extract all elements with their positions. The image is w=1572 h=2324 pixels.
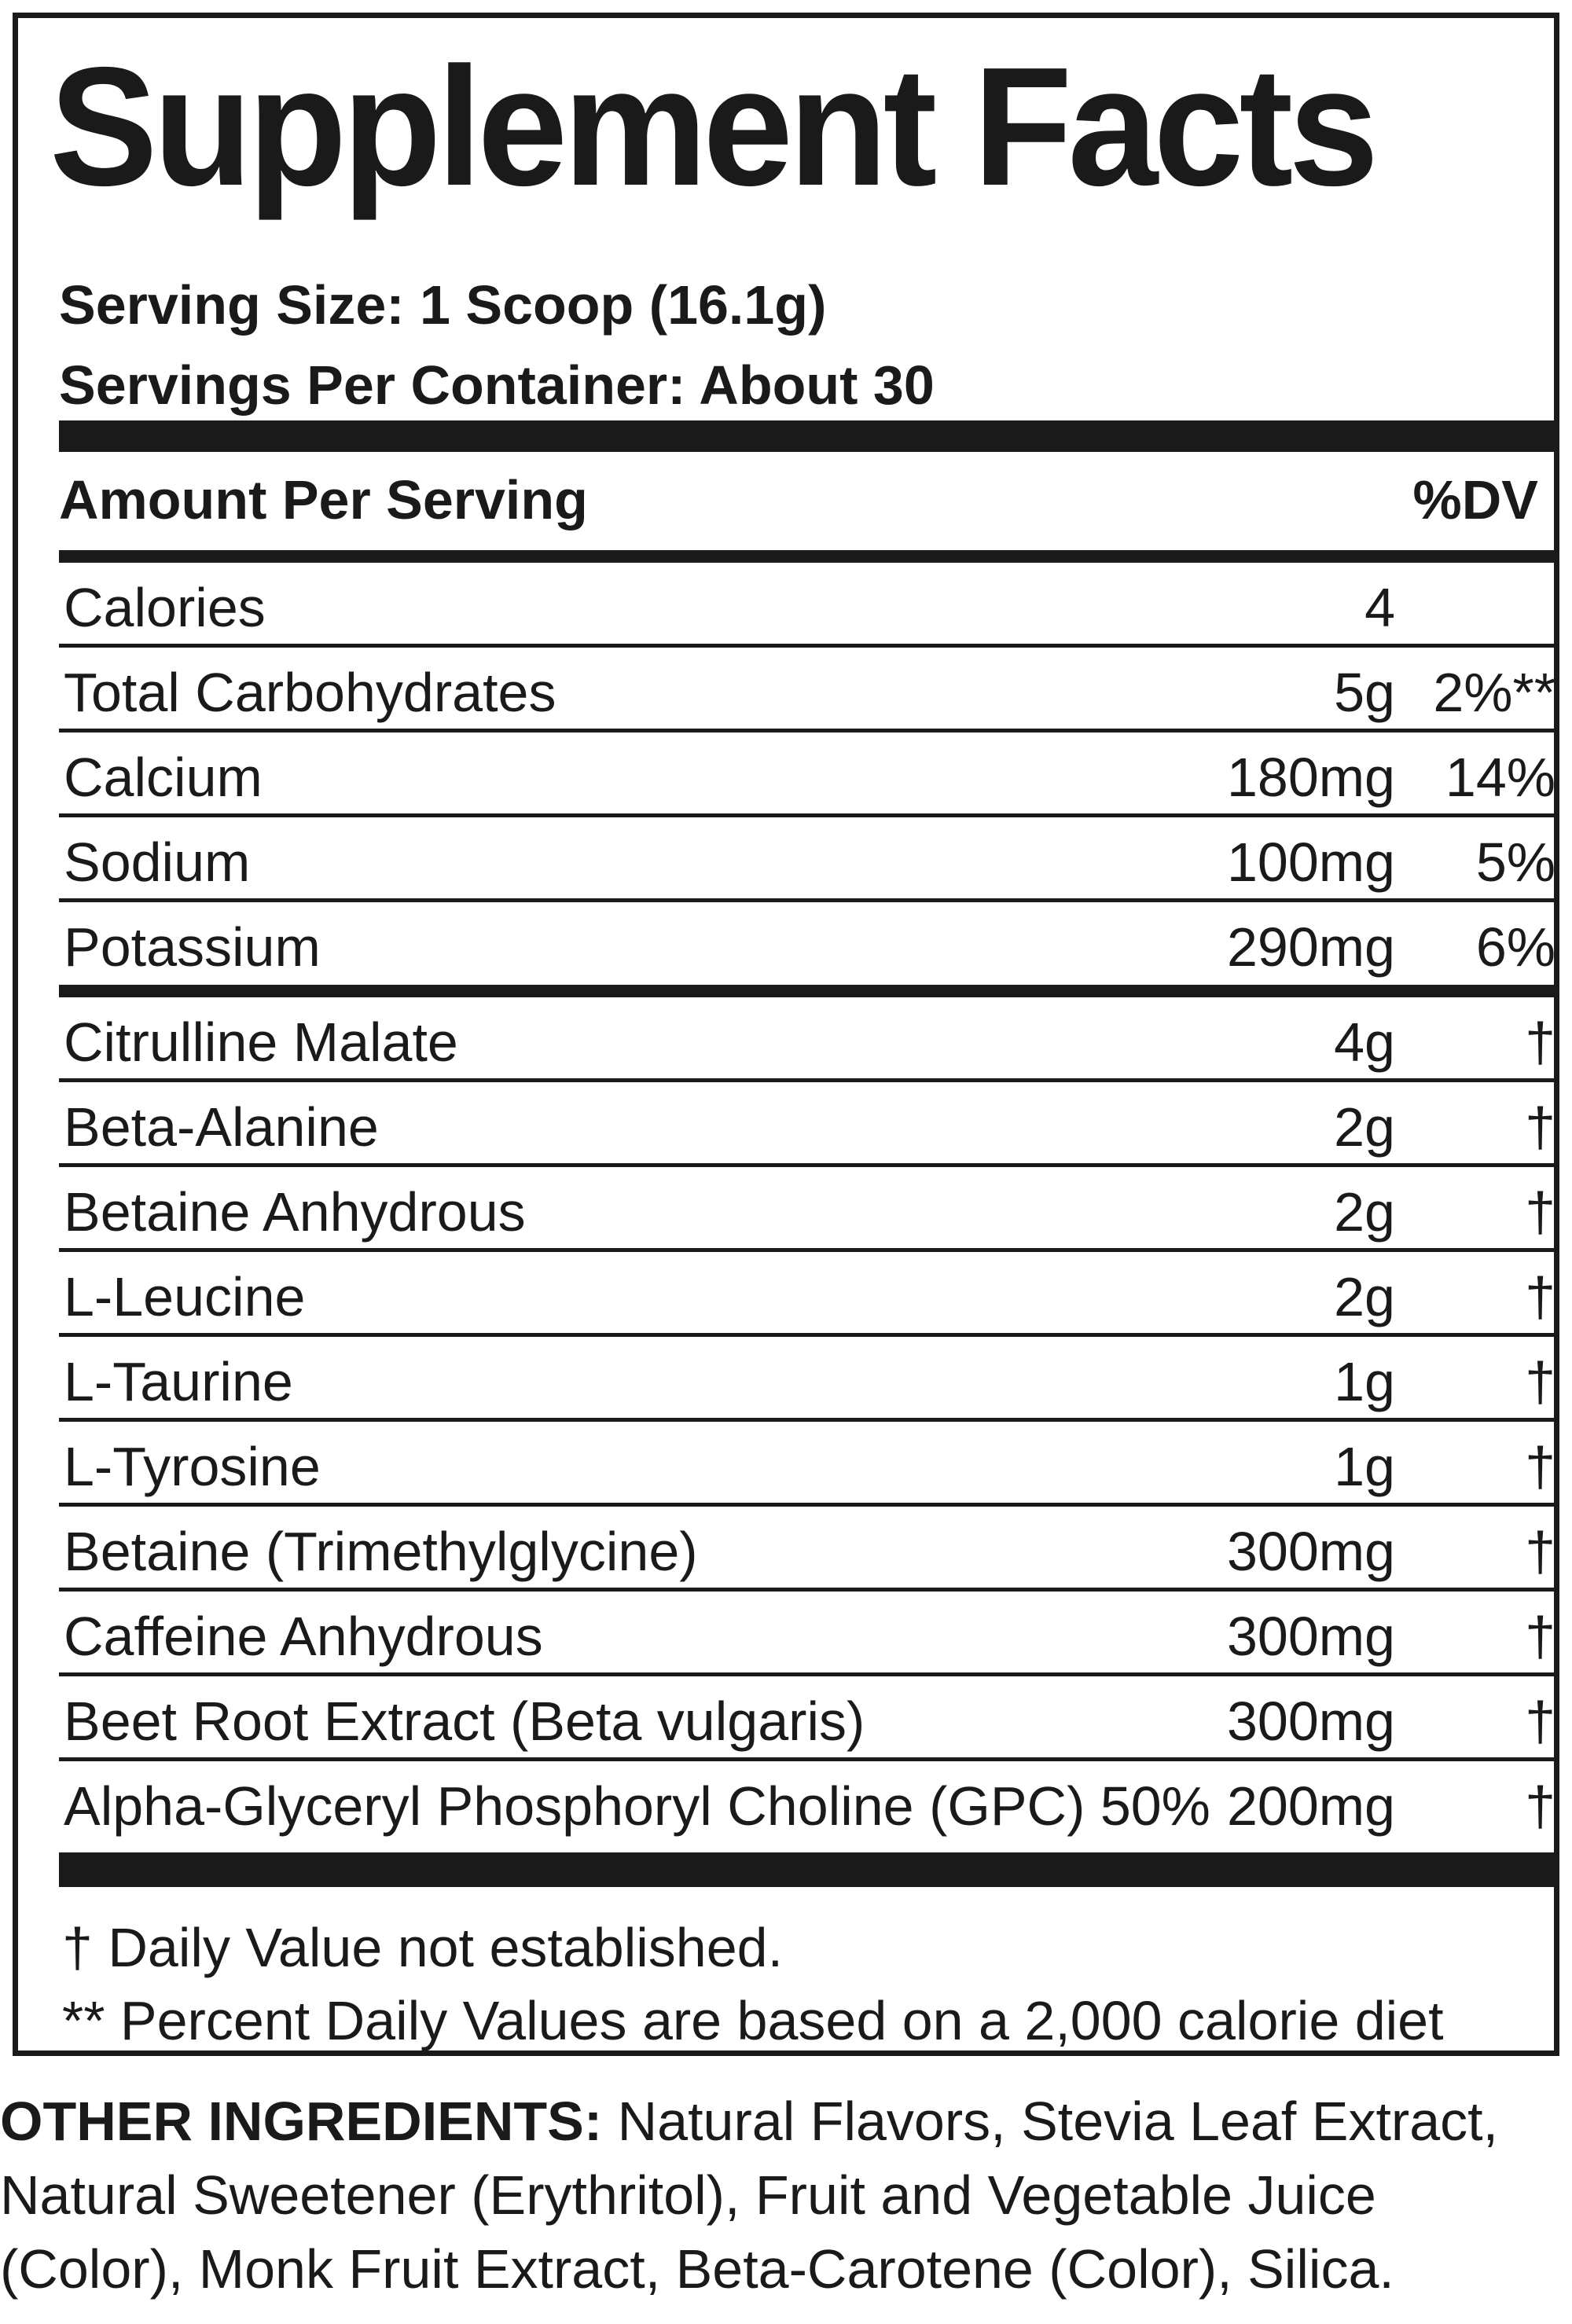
row-dv: † bbox=[1525, 1266, 1555, 1327]
table-row bbox=[59, 1761, 1555, 1846]
row-name: Beta-Alanine bbox=[64, 1096, 379, 1158]
row-amount: 5g bbox=[1334, 662, 1395, 723]
row-dv: † bbox=[1525, 1011, 1555, 1073]
serving-size: Serving Size: 1 Scoop (16.1g) bbox=[59, 274, 827, 336]
medium-divider bbox=[59, 985, 1555, 997]
row-dv: † bbox=[1525, 1691, 1555, 1752]
row-amount: 300mg bbox=[1226, 1691, 1395, 1752]
row-dv: 6% bbox=[1475, 916, 1555, 978]
row-name: Beet Root Extract (Beta vulgaris) bbox=[64, 1691, 865, 1752]
row-name: Betaine Anhydrous bbox=[64, 1181, 526, 1243]
table-row bbox=[59, 563, 1555, 648]
row-dv: 2%** bbox=[1433, 662, 1555, 723]
servings-per-container: Servings Per Container: About 30 bbox=[59, 354, 935, 416]
footnote-daily-values: ** Percent Daily Values are based on a 2,000 calorie diet bbox=[62, 1990, 1444, 2051]
row-name: Caffeine Anhydrous bbox=[64, 1606, 543, 1667]
row-name: Total Carbohydrates bbox=[64, 662, 556, 723]
row-dv: 14% bbox=[1445, 747, 1555, 808]
row-amount: 300mg bbox=[1226, 1606, 1395, 1667]
table-row bbox=[59, 1337, 1555, 1422]
row-dv: † bbox=[1525, 1521, 1555, 1582]
percent-dv-header: %DV bbox=[1412, 469, 1538, 531]
table-row bbox=[59, 1507, 1555, 1592]
supplement-facts-panel bbox=[13, 13, 1559, 2056]
table-row bbox=[59, 1676, 1555, 1761]
row-dv: † bbox=[1525, 1096, 1555, 1158]
row-amount: 2g bbox=[1334, 1266, 1395, 1327]
row-name: Betaine (Trimethylglycine) bbox=[64, 1521, 698, 1582]
row-amount: 200mg bbox=[1226, 1775, 1395, 1837]
table-row bbox=[59, 902, 1555, 987]
thick-divider bbox=[59, 420, 1555, 452]
row-dv: † bbox=[1525, 1606, 1555, 1667]
row-amount: 290mg bbox=[1226, 916, 1395, 978]
row-name: Calories bbox=[64, 577, 266, 638]
row-amount: 1g bbox=[1334, 1436, 1395, 1497]
other-ingredients-label: OTHER INGREDIENTS: bbox=[0, 2091, 603, 2152]
row-amount: 300mg bbox=[1226, 1521, 1395, 1582]
row-dv: † bbox=[1525, 1775, 1555, 1837]
row-amount: 180mg bbox=[1226, 747, 1395, 808]
row-name: L-Taurine bbox=[64, 1351, 293, 1412]
row-amount: 100mg bbox=[1226, 832, 1395, 893]
row-name: Potassium bbox=[64, 916, 321, 978]
row-dv: 5% bbox=[1475, 832, 1555, 893]
panel-title: Supplement Facts bbox=[50, 31, 1375, 221]
table-row bbox=[59, 648, 1555, 732]
table-row bbox=[59, 997, 1555, 1082]
row-name: L-Leucine bbox=[64, 1266, 306, 1327]
row-amount: 4g bbox=[1334, 1011, 1395, 1073]
row-name: Calcium bbox=[64, 747, 263, 808]
row-amount: 4 bbox=[1364, 577, 1395, 638]
row-dv: † bbox=[1525, 1436, 1555, 1497]
table-row bbox=[59, 1082, 1555, 1167]
footnote-dagger: † Daily Value not established. bbox=[62, 1917, 784, 1978]
row-amount: 1g bbox=[1334, 1351, 1395, 1412]
row-dv: † bbox=[1525, 1181, 1555, 1243]
other-ingredients bbox=[0, 2084, 1564, 2306]
row-name: Citrulline Malate bbox=[64, 1011, 458, 1073]
table-row bbox=[59, 1592, 1555, 1676]
amount-per-serving-header: Amount Per Serving bbox=[59, 469, 588, 531]
row-amount: 2g bbox=[1334, 1181, 1395, 1243]
thick-divider bbox=[59, 1852, 1555, 1887]
table-row bbox=[59, 732, 1555, 817]
row-name: Alpha-Glyceryl Phosphoryl Choline (GPC) 50% bbox=[64, 1775, 1210, 1837]
row-name: Sodium bbox=[64, 832, 251, 893]
table-row bbox=[59, 1422, 1555, 1507]
medium-divider bbox=[59, 550, 1555, 563]
table-row bbox=[59, 1167, 1555, 1252]
row-amount: 2g bbox=[1334, 1096, 1395, 1158]
other-ingredients-text: Natural Flavors, Stevia Leaf Extract, Natural Sweetener (Erythritol), Fruit and Vegetable Juice (Color), Monk Fruit Extract, Beta-Carotene (Color), Silica. bbox=[0, 2091, 1499, 2300]
row-name: L-Tyrosine bbox=[64, 1436, 321, 1497]
table-row bbox=[59, 817, 1555, 902]
row-dv: † bbox=[1525, 1351, 1555, 1412]
table-row bbox=[59, 1252, 1555, 1337]
